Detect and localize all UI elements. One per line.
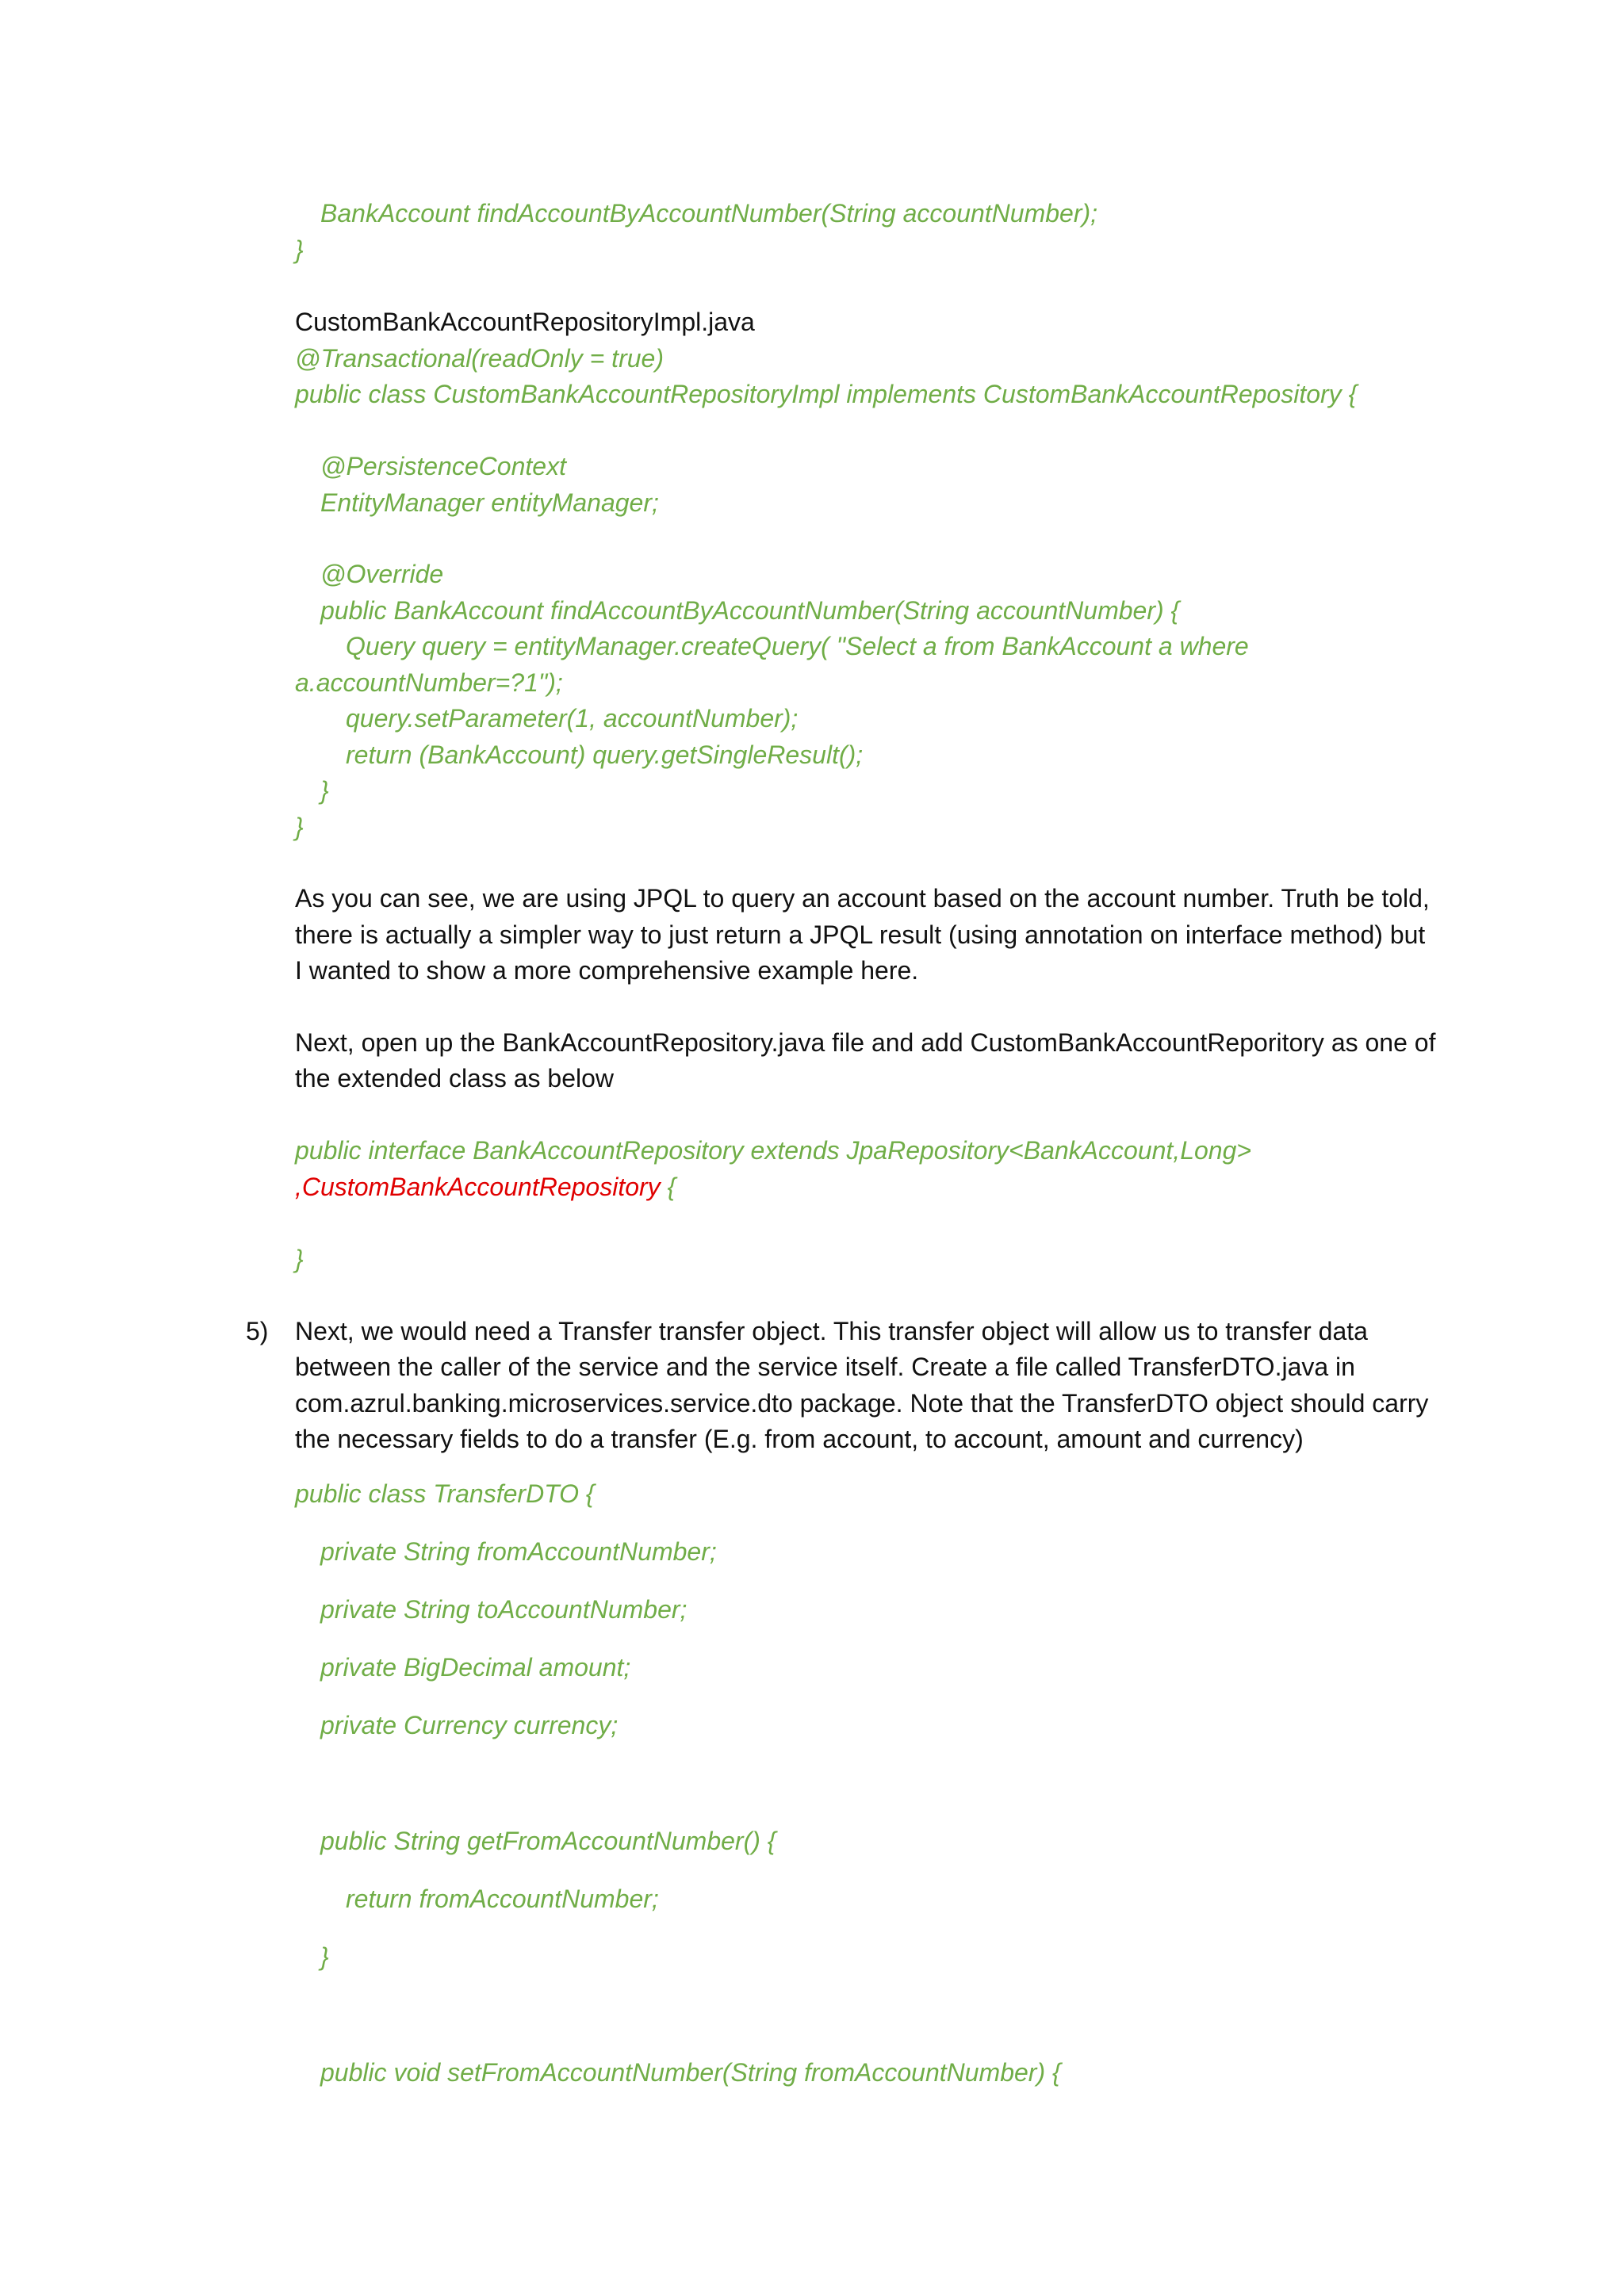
code-line: return (BankAccount) query.getSingleResult(); [346,740,864,769]
code-line: a.accountNumber=?1"); [295,668,563,697]
code-line: query.setParameter(1, accountNumber); [346,704,799,733]
file-name: CustomBankAccountRepositoryImpl.java [295,308,755,336]
list-number: 5) [246,1317,269,1345]
body-text: com.azrul.banking.microservices.service.dto package. Note that the TransferDTO object should carry [295,1389,1429,1418]
highlighted-code: ,CustomBankAccountRepository [295,1173,661,1201]
body-text: As you can see, we are using JPQL to query an account based on the account number. Truth be told, [295,884,1430,913]
code-line: } [295,235,304,264]
code-line: private Currency currency; [320,1711,619,1739]
code-line: @Override [320,560,444,588]
code-line: Query query = entityManager.createQuery( "Select a from BankAccount a where [346,632,1249,660]
code-line: public BankAccount findAccountByAccountNumber(String accountNumber) { [320,596,1180,625]
body-text: the necessary fields to do a transfer (E.g. from account, to account, amount and currency) [295,1425,1304,1453]
code-line: @PersistenceContext [320,452,566,480]
code-line: } [320,776,329,805]
body-text: I wanted to show a more comprehensive example here. [295,956,919,985]
code-line: } [320,1942,329,1971]
code-line: public String getFromAccountNumber() { [320,1827,776,1855]
code-line: public class CustomBankAccountRepositoryImpl implements CustomBankAccountRepository { [295,380,1358,408]
code-line: } [295,813,304,841]
code-line [295,1169,676,1205]
code-line: EntityManager entityManager; [320,488,659,517]
code-line: private BigDecimal amount; [320,1653,631,1682]
code-line: public void setFromAccountNumber(String fromAccountNumber) { [320,2058,1061,2087]
body-text: between the caller of the service and the service itself. Create a file called TransferDTO.java in [295,1353,1355,1381]
body-text: the extended class as below [295,1064,615,1093]
code-line: public class TransferDTO { [295,1479,595,1508]
code-line: private String toAccountNumber; [320,1595,688,1624]
body-text: Next, open up the BankAccountRepository.java file and add CustomBankAccountReporitory as one of [295,1028,1436,1057]
code-line: BankAccount findAccountByAccountNumber(String accountNumber); [320,199,1098,228]
code-line: @Transactional(readOnly = true) [295,344,664,373]
code-line: } [295,1245,304,1273]
body-text: there is actually a simpler way to just return a JPQL result (using annotation on interface method) but [295,920,1426,949]
code-line: return fromAccountNumber; [346,1885,659,1913]
code-fragment: { [660,1173,676,1201]
body-text: Next, we would need a Transfer transfer object. This transfer object will allow us to transfer data [295,1317,1368,1345]
code-line: private String fromAccountNumber; [320,1537,717,1566]
code-line: public interface BankAccountRepository extends JpaRepository<BankAccount,Long> [295,1136,1252,1165]
